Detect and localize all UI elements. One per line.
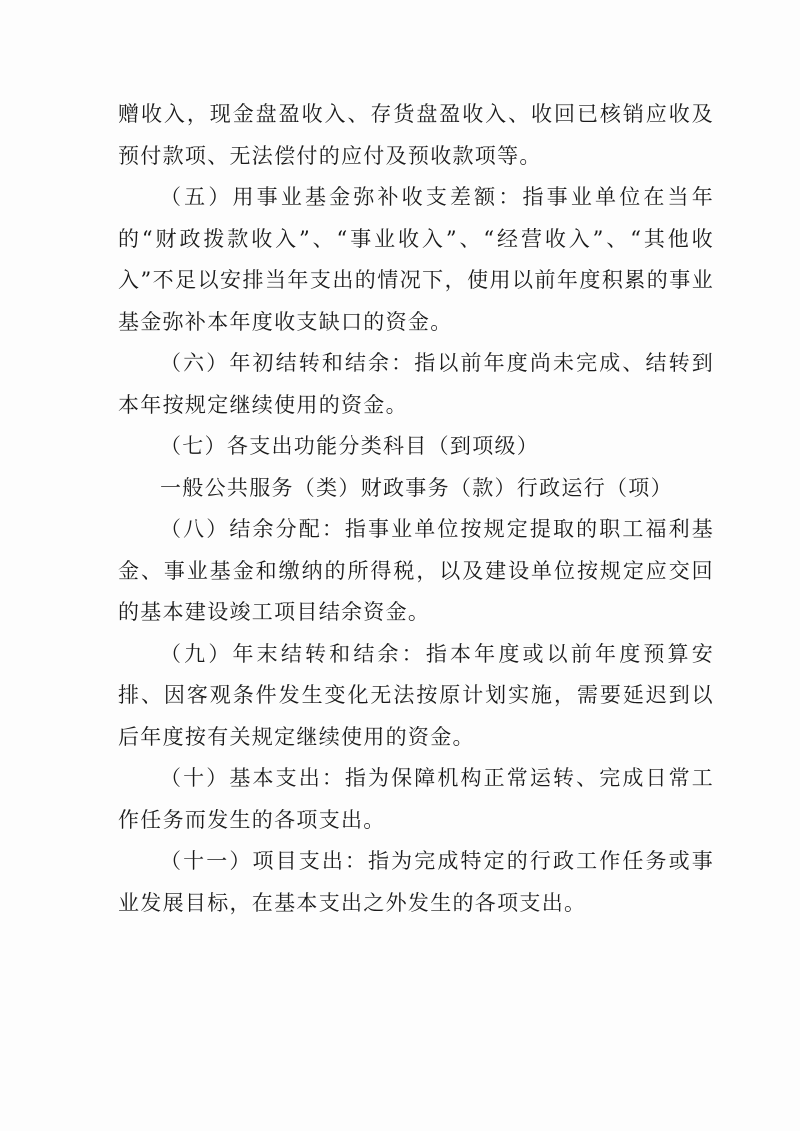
paragraph-item-10: （十）基本支出：指为保障机构正常运转、完成日常工作任务而发生的各项支出。 (118, 766, 714, 832)
paragraph-item-9: （九）年末结转和结余：指本年度或以前年度预算安排、因客观条件发生变化无法按原计划实施，需要延迟到以后年度按有关规定继续使用的资金。 (118, 641, 714, 749)
paragraph-item-7: （七）各支出功能分类科目（到项级） (160, 434, 540, 458)
paragraph-item-11: （十一）项目支出：指为完成特定的行政工作任务或事业发展目标，在基本支出之外发生的各项支出。 (118, 849, 714, 915)
paragraph-item-6: （六）年初结转和结余：指以前年度尚未完成、结转到本年按规定继续使用的资金。 (118, 351, 714, 417)
paragraph-item-7-detail: 一般公共服务（类）财政事务（款）行政运行（项） (160, 475, 673, 500)
document-body (118, 94, 714, 924)
paragraph-item-5: （五）用事业基金弥补收支差额：指事业单位在当年的“财政拨款收入”、“事业收入”、“经营收入”、“其他收入”不足以安排当年支出的情况下，使用以前年度积累的事业基金弥补本年度收支缺口的资金。 (118, 185, 714, 334)
paragraph-income-continuation: 赠收入，现金盘盈收入、存货盘盈收入、收回已核销应收及预付款项、无法偿付的应付及预收款项等。 (118, 102, 714, 168)
paragraph-item-8: （八）结余分配：指事业单位按规定提取的职工福利基金、事业基金和缴纳的所得税，以及建设单位按规定应交回的基本建设竣工项目结余资金。 (118, 517, 714, 624)
